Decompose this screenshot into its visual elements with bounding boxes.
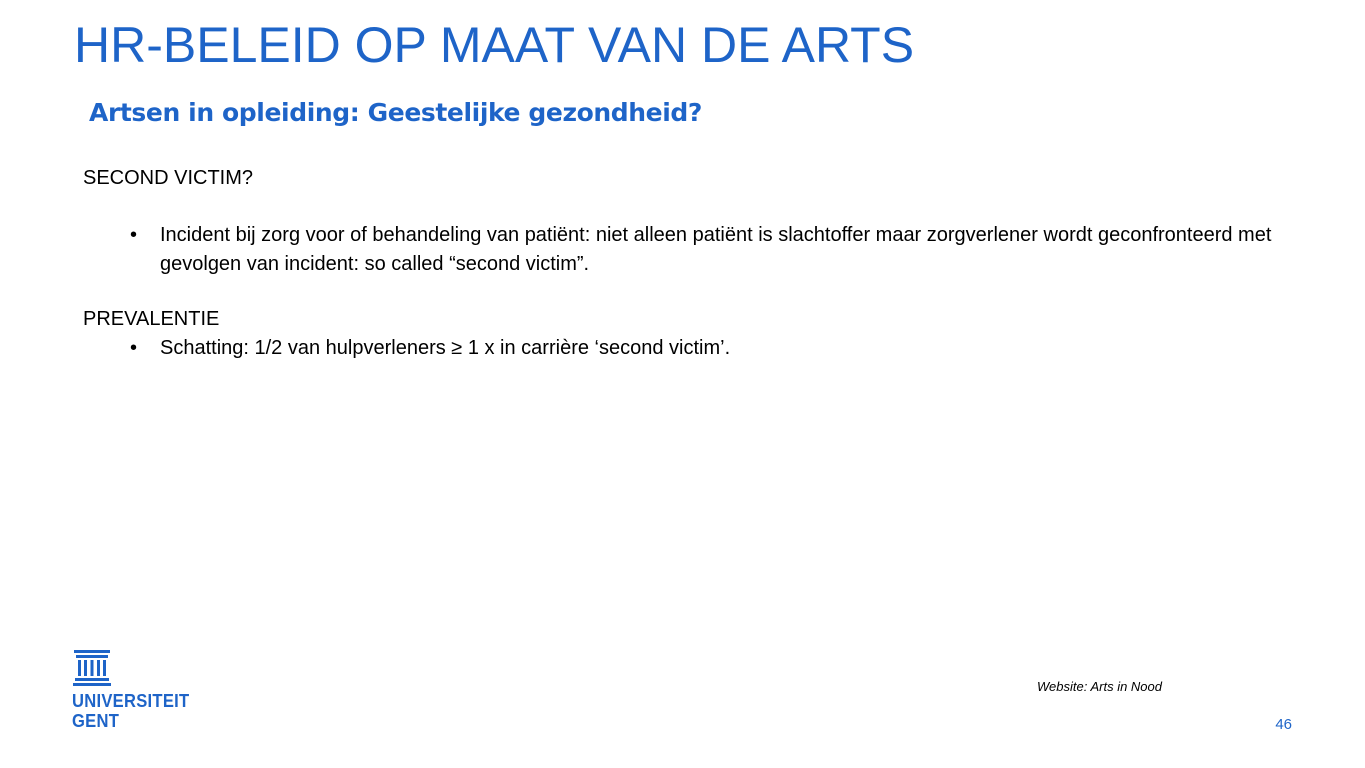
page-number: 46 — [1275, 716, 1292, 733]
logo-line-1: UNIVERSITEIT — [72, 691, 190, 711]
bullet-text: Schatting: 1/2 van hulpverleners ≥ 1 x in carrière ‘second victim’. — [160, 337, 731, 359]
section-second-victim — [83, 164, 1303, 279]
slide-title: HR-BELEID OP MAAT VAN DE ARTS — [74, 17, 915, 73]
university-logo — [72, 650, 190, 736]
bullet-marker: • — [130, 224, 138, 246]
bullet-item — [83, 334, 1303, 363]
section-heading: PREVALENTIE — [83, 308, 220, 330]
bullet-list — [83, 334, 1303, 363]
slide-body — [83, 164, 1303, 363]
section-heading: SECOND VICTIM? — [83, 167, 254, 189]
section-prevalentie — [83, 305, 1303, 363]
logo-wordmark — [72, 691, 189, 731]
source-note: Website: Arts in Nood — [1037, 679, 1162, 694]
university-building-icon — [72, 650, 112, 686]
bullet-list — [83, 221, 1303, 279]
bullet-marker: • — [130, 337, 138, 359]
bullet-text: Incident bij zorg voor of behandeling van patiënt: niet alleen patiënt is slachtoffer maar zorgverlener wordt geconfronteerd met gevolgen van incident: so called “second victim”. — [160, 224, 1272, 275]
bullet-item — [83, 221, 1303, 279]
logo-line-2: GENT — [72, 711, 120, 731]
slide-subtitle: Artsen in opleiding: Geestelijke gezondheid? — [89, 98, 702, 127]
